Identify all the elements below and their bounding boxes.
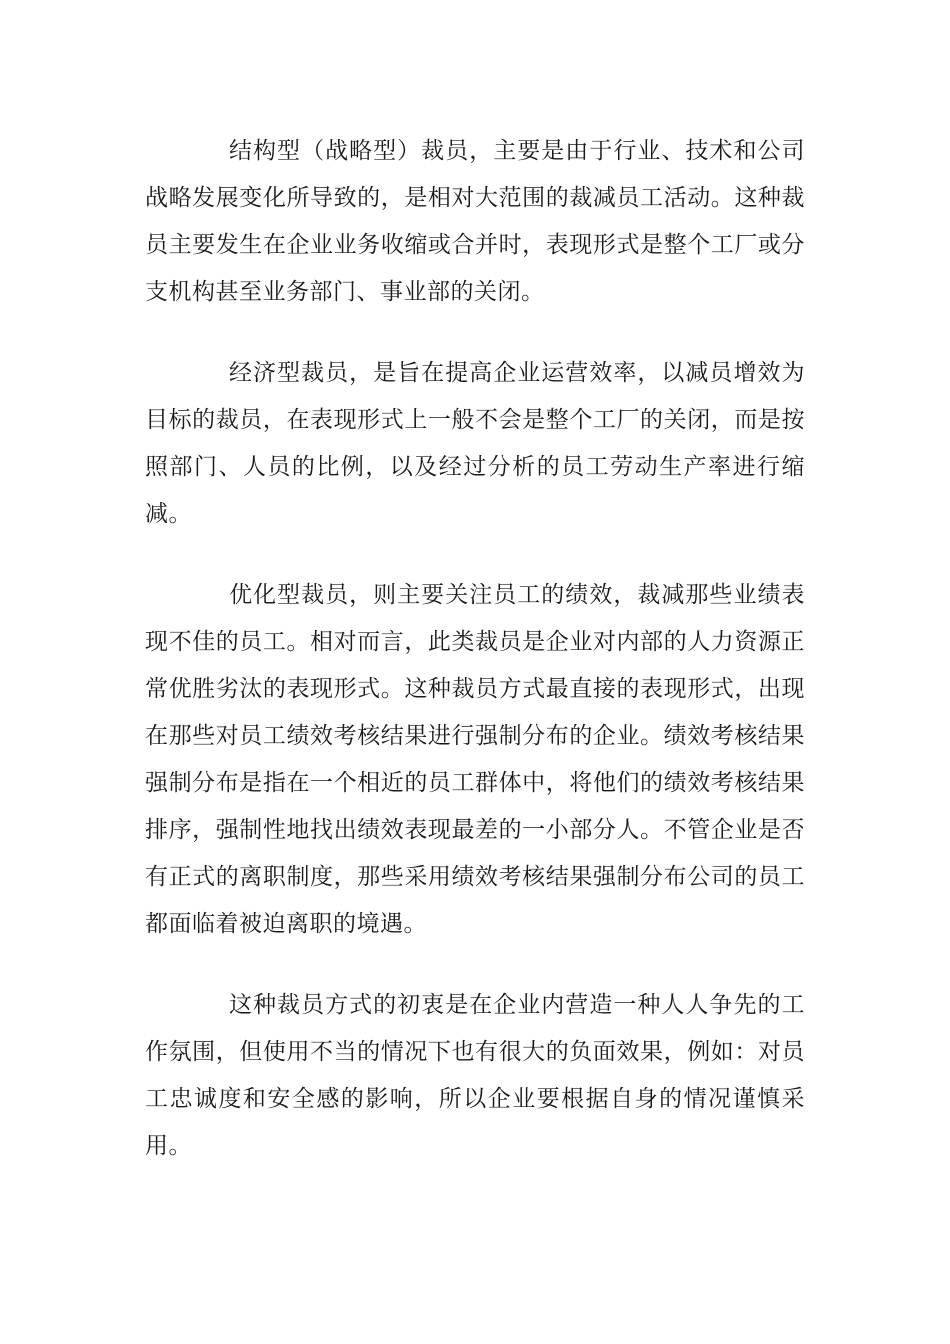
paragraph-economic-layoff: 经济型裁员，是旨在提高企业运营效率，以减员增效为目标的裁员，在表现形式上一般不会是整个工厂的关闭，而是按照部门、人员的比例，以及经过分析的员工劳动生产率进行缩减。 xyxy=(145,360,805,527)
paragraph-optimization-layoff: 优化型裁员，则主要关注员工的绩效，裁减那些业绩表现不佳的员工。相对而言，此类裁员是企业对内部的人力资源正常优胜劣汰的表现形式。这种裁员方式最直接的表现形式，出现在那些对员工绩效考核结果进行强制分布的企业。绩效考核结果强制分布是指在一个相近的员工群体中，将他们的绩效考核结果排序，强制性地找出绩效表现最差的一小部分人。不管企业是否有正式的离职制度，那些采用绩效考核结果强制分布公司的员工都面临着被迫离职的境遇。 xyxy=(145,582,805,937)
document-body xyxy=(145,128,805,1204)
paragraph-structural-layoff: 结构型（战略型）裁员，主要是由于行业、技术和公司战略发展变化所导致的，是相对大范围的裁减员工活动。这种裁员主要发生在企业业务收缩或合并时，表现形式是整个工厂或分支机构甚至业务部门、事业部的关闭。 xyxy=(145,138,805,305)
paragraph-layoff-intent: 这种裁员方式的初衷是在企业内营造一种人人争先的工作氛围，但使用不当的情况下也有很大的负面效果，例如：对员工忠诚度和安全感的影响，所以企业要根据自身的情况谨慎采用。 xyxy=(145,992,805,1159)
